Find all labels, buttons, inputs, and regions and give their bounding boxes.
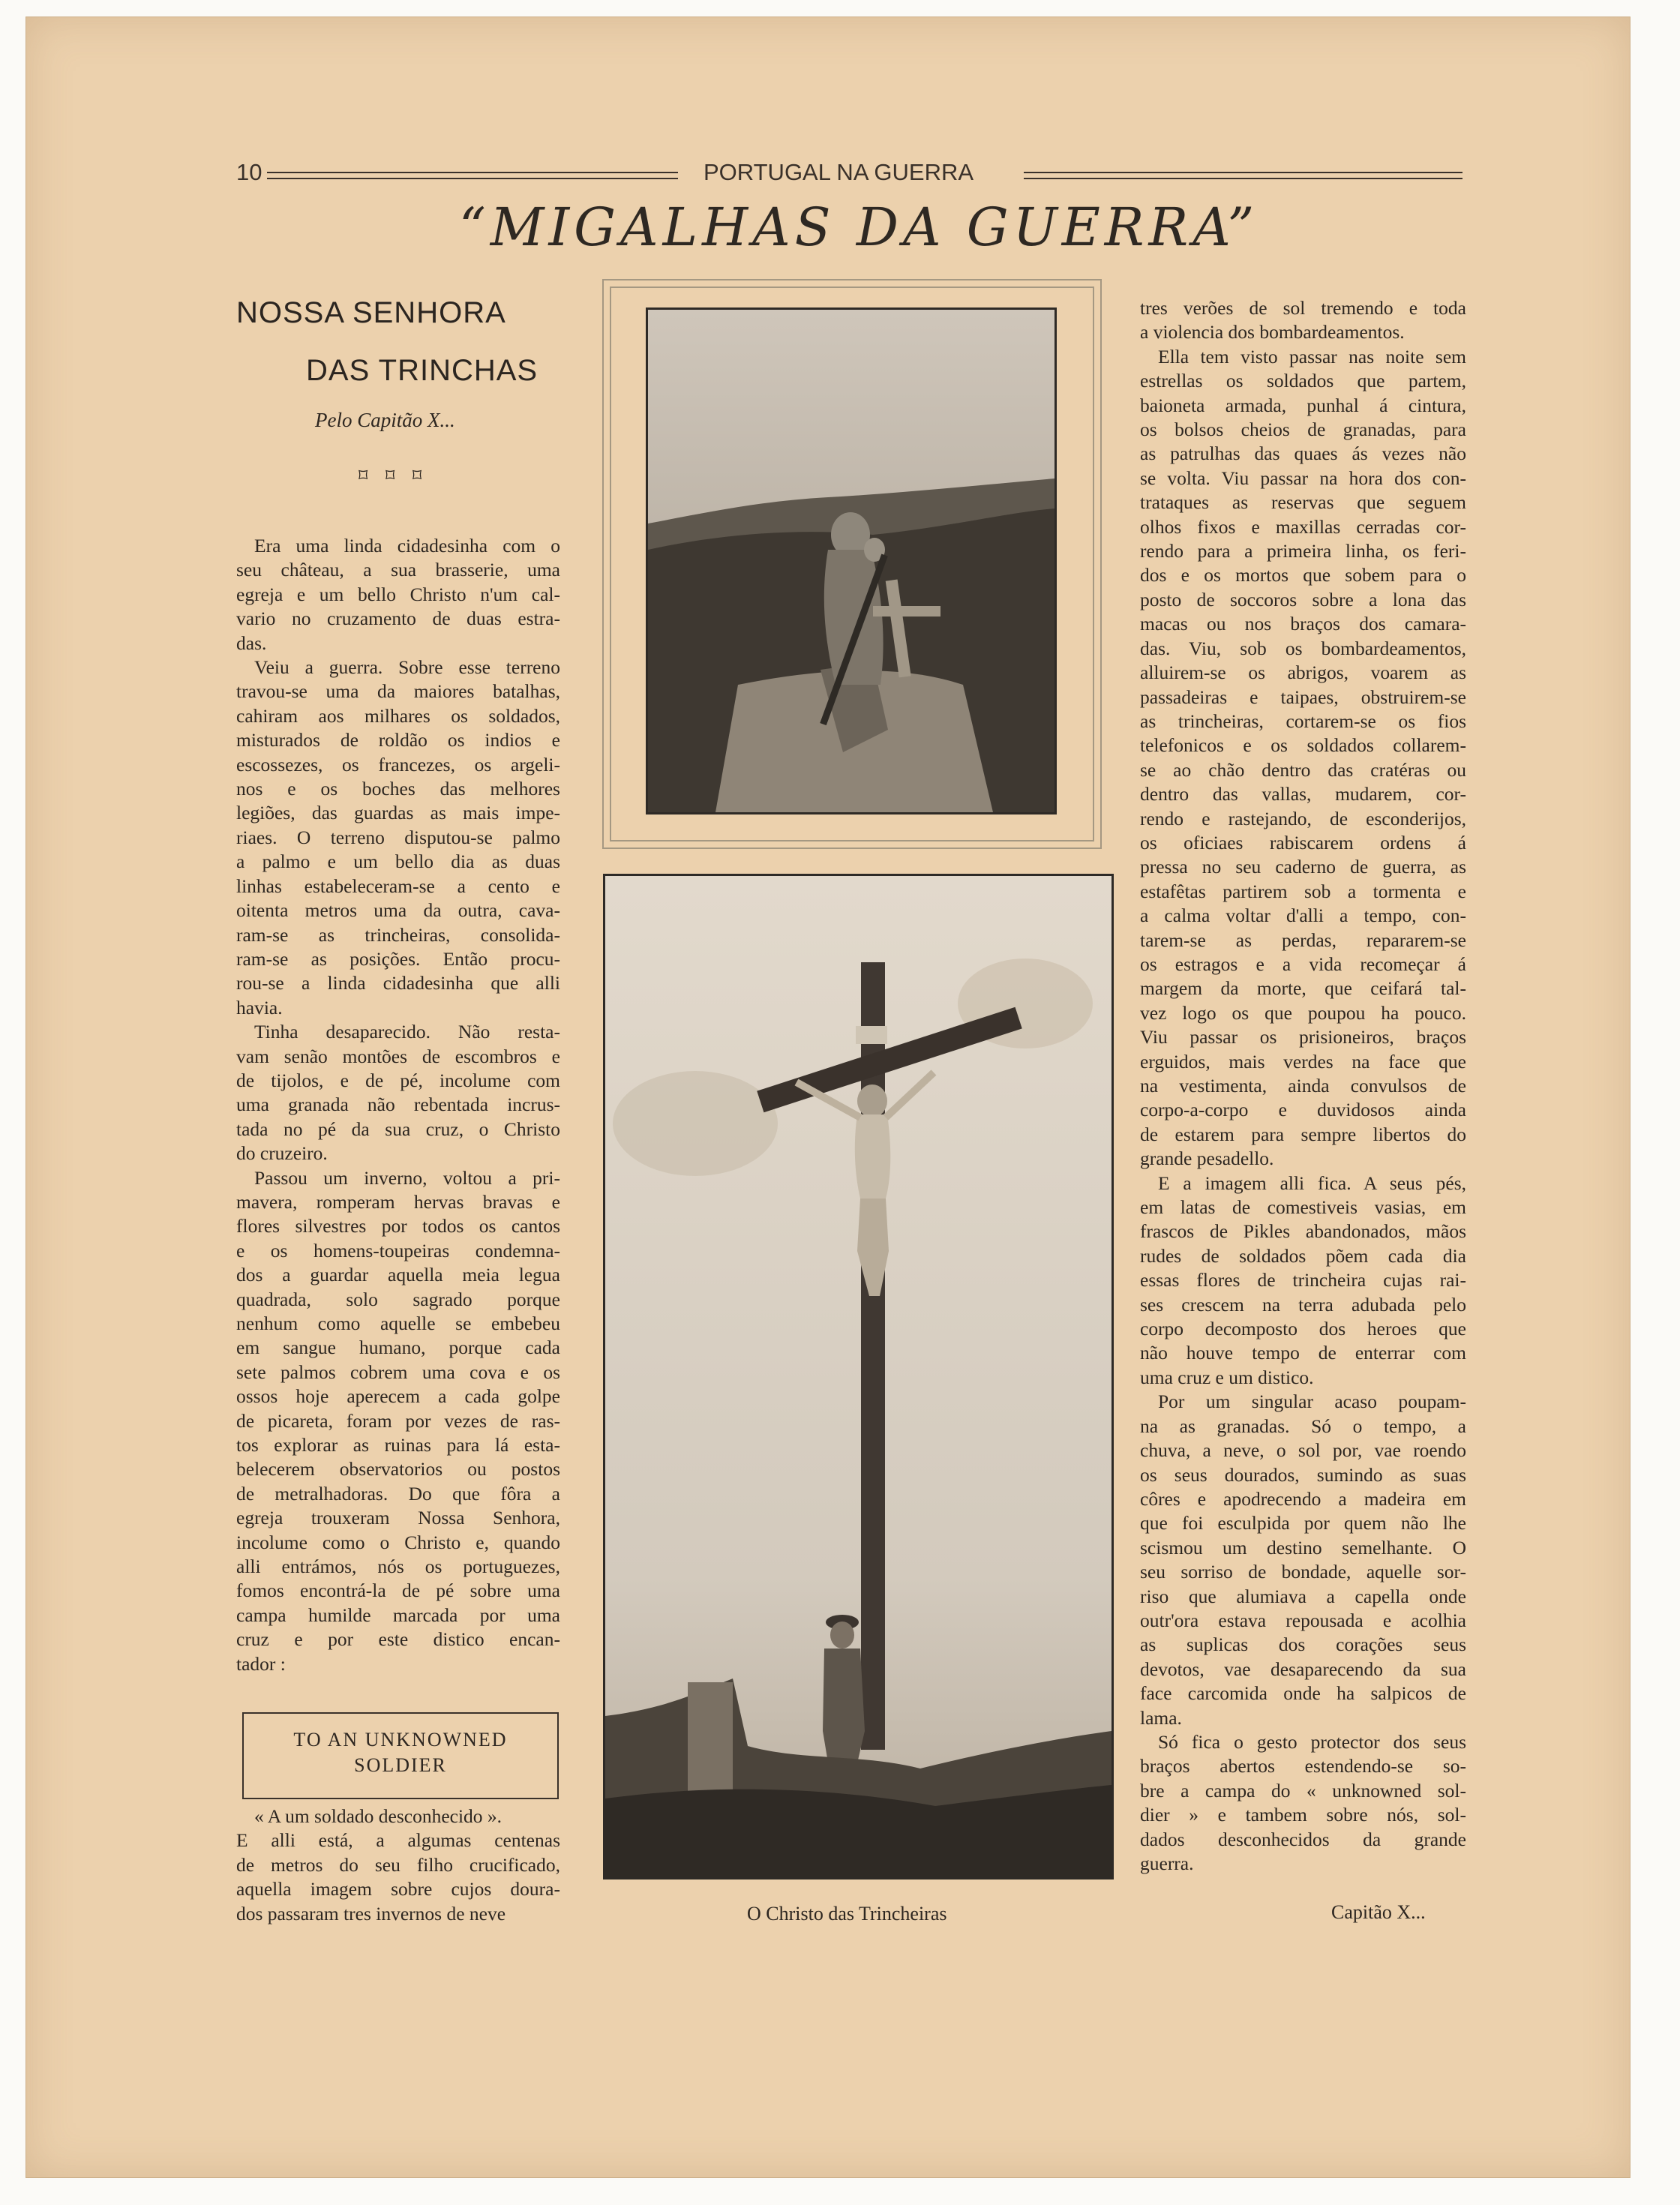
text-line: se volta. Viu passar na hora dos con- bbox=[1140, 466, 1466, 489]
text-line: Por um singular acaso poupam- bbox=[1158, 1390, 1466, 1413]
text-line: face carcomida onde ha salpicos de bbox=[1140, 1682, 1466, 1705]
text-line: tres verões de sol tremendo e toda bbox=[1140, 297, 1466, 319]
text-line: estafêtas partirem sob a tormenta e bbox=[1140, 880, 1466, 902]
text-line: tos explorar as ruinas para lá esta- bbox=[236, 1434, 560, 1456]
text-line: do cruzeiro. bbox=[236, 1142, 328, 1165]
text-line: egreja e um bello Christo n'um cal- bbox=[236, 583, 560, 605]
text-line: passadeiras e taipaes, obstruirem-se bbox=[1140, 686, 1466, 708]
text-line: Ella tem visto passar nas noite sem bbox=[1158, 345, 1466, 368]
text-line: vam senão montões de escombros e bbox=[236, 1045, 560, 1067]
text-line: quadrada, solo sagrado porque bbox=[236, 1288, 560, 1310]
text-line: campa humilde marcada por uma bbox=[236, 1604, 560, 1626]
text-line: Só fica o gesto protector dos seus bbox=[1158, 1730, 1466, 1753]
text-line: oitenta metros uma da outra, cava- bbox=[236, 899, 560, 922]
publication-name: PORTUGAL NA GUERRA bbox=[704, 159, 974, 185]
text-line: outr'ora estava repousada e acolhia bbox=[1140, 1609, 1466, 1631]
text-line: na as granadas. Só o tempo, a bbox=[1140, 1414, 1466, 1437]
text-line: vario no cruzamento de duas estra- bbox=[236, 608, 560, 630]
text-line: scismou um destino semelhante. O bbox=[1140, 1536, 1466, 1558]
text-line: fomos encontrá-la de pé sobre uma bbox=[236, 1580, 560, 1602]
text-line: E alli está, a algumas centenas bbox=[236, 1829, 560, 1852]
text-line: cahiram aos milhares os soldados, bbox=[236, 704, 560, 727]
text-line: nenhum como aquelle se embebeu bbox=[236, 1312, 560, 1334]
text-line: essas flores de trincheira cujas rai- bbox=[1140, 1269, 1466, 1292]
text-line: de metralhadoras. Do que fôra a bbox=[236, 1482, 560, 1504]
text-line: grande pesadello. bbox=[1140, 1148, 1274, 1170]
text-line: não houve tempo de enterrar com bbox=[1140, 1342, 1466, 1364]
text-line: posto de soccoros sobre a lona das bbox=[1140, 588, 1466, 610]
header-rule-right bbox=[1024, 172, 1462, 179]
text-line: Viu passar os prisioneiros, braços bbox=[1140, 1026, 1466, 1048]
text-line: legiões, das guardas as mais impe- bbox=[236, 802, 560, 824]
text-line: escossezes, os francezes, os argeli- bbox=[236, 753, 560, 776]
article-title-line2: DAS TRINCHAS bbox=[306, 354, 538, 387]
text-line: Veiu a guerra. Sobre esse terreno bbox=[254, 656, 560, 679]
text-line: de picareta, foram por vezes de ras- bbox=[236, 1409, 560, 1432]
text-line: chuva, a neve, o sol por, vae roendo bbox=[1140, 1439, 1466, 1462]
text-line: guerra. bbox=[1140, 1852, 1194, 1874]
column-left-continued bbox=[236, 1804, 560, 1926]
text-line: baioneta armada, punhal á cintura, bbox=[1140, 394, 1466, 416]
header-rule-left bbox=[267, 172, 678, 179]
photo-virgin-statue bbox=[646, 308, 1057, 814]
text-line: e os homens-toupeiras condemna- bbox=[236, 1239, 560, 1262]
text-line: a violencia dos bombardeamentos. bbox=[1140, 321, 1405, 344]
photo-christ-of-trenches bbox=[603, 874, 1114, 1880]
column-left bbox=[236, 534, 560, 1676]
text-line: ses crescem na terra adubada pelo bbox=[1140, 1293, 1466, 1316]
text-line: alli entrámos, nós os portuguezes, bbox=[236, 1556, 560, 1578]
text-line: tarem-se as perdas, repararem-se bbox=[1140, 928, 1466, 951]
text-line: das. Viu, sob os bombardeamentos, bbox=[1140, 637, 1466, 659]
article-title-line1: NOSSA SENHORA bbox=[236, 296, 506, 329]
text-line: lama. bbox=[1140, 1706, 1182, 1729]
ornament: ⌑ ⌑ ⌑ bbox=[358, 465, 428, 486]
text-line: na vestimenta, ainda convulsos de bbox=[1140, 1075, 1466, 1096]
text-line: côres e apodrecendo a madeira em bbox=[1140, 1487, 1466, 1510]
text-line: as patrulhas das quaes ás vezes não bbox=[1140, 442, 1466, 465]
text-line: tador : bbox=[236, 1652, 286, 1675]
statue-photo-image bbox=[648, 310, 1054, 812]
text-line: vez logo os que poupou ha pouco. bbox=[1140, 1001, 1466, 1024]
text-line: trataques as reservas que seguem bbox=[1140, 491, 1466, 514]
text-line: corpo decomposto dos heroes que bbox=[1140, 1318, 1466, 1340]
text-line: os estragos e a vida recomeçar á bbox=[1140, 952, 1466, 975]
text-line: pressa no seu caderno de guerra, as bbox=[1140, 856, 1466, 878]
text-line: uma granada não rebentada incrus- bbox=[236, 1094, 560, 1116]
text-line: E a imagem alli fica. A seus pés, bbox=[1158, 1172, 1466, 1194]
text-line: « A um soldado desconhecido ». bbox=[254, 1805, 502, 1827]
text-line: dentro das vallas, mudarem, cor- bbox=[1140, 783, 1466, 806]
text-line: rendo para a primeira linha, os feri- bbox=[1140, 540, 1466, 562]
text-line: ram-se as trincheiras, consolida- bbox=[236, 923, 560, 946]
text-line: riso que alumiava a capella onde bbox=[1140, 1585, 1466, 1607]
text-line: ossos hoje aperecem a cada golpe bbox=[236, 1385, 560, 1408]
text-line: corpo-a-corpo e duvidosos ainda bbox=[1140, 1099, 1466, 1121]
byline: Pelo Capitão X... bbox=[315, 409, 455, 431]
text-line: de metros do seu filho crucificado, bbox=[236, 1853, 560, 1876]
text-line: dos e os mortos que sobem para o bbox=[1140, 564, 1466, 586]
text-line: de tijolos, e de pé, incolume com bbox=[236, 1069, 560, 1091]
text-line: Era uma linda cidadesinha com o bbox=[254, 535, 560, 556]
text-line: rou-se a linda cidadesinha que alli bbox=[236, 972, 560, 994]
text-line: dos passaram tres invernos de neve bbox=[236, 1902, 506, 1924]
crucifix-photo-image bbox=[605, 876, 1112, 1877]
text-line: braços abertos estendendo-se so- bbox=[1140, 1755, 1466, 1778]
text-line: Tinha desaparecido. Não resta- bbox=[254, 1021, 560, 1043]
text-line: rudes de soldados põem cada dia bbox=[1140, 1244, 1466, 1267]
text-line: alluirem-se os abrigos, voarem as bbox=[1140, 662, 1466, 684]
text-line: de estarem para sempre libertos do bbox=[1140, 1123, 1466, 1145]
text-line: das. bbox=[236, 632, 267, 654]
text-line: a calma voltar d'alli a tempo, con- bbox=[1140, 904, 1466, 927]
text-line: mavera, romperam hervas bravas e bbox=[236, 1190, 560, 1213]
photo-caption: O Christo das Trincheiras bbox=[747, 1903, 947, 1924]
text-line: Passou um inverno, voltou a pri- bbox=[254, 1166, 560, 1189]
text-line: nos e os boches das melhores bbox=[236, 778, 560, 800]
text-line: em latas de comestiveis vasias, em bbox=[1140, 1196, 1466, 1219]
text-line: se ao chão dentro das cratéras ou bbox=[1140, 758, 1466, 781]
text-line: incolume como o Christo e, quando bbox=[236, 1531, 560, 1553]
text-line: telefonicos e os soldados collarem- bbox=[1140, 734, 1466, 757]
page-number: 10 bbox=[236, 159, 262, 185]
signature: Capitão X... bbox=[1331, 1901, 1426, 1923]
text-line: travou-se uma da maiores batalhas, bbox=[236, 680, 560, 703]
text-line: uma cruz e um distico. bbox=[1140, 1366, 1314, 1388]
text-line: macas ou nos braços dos camara- bbox=[1140, 613, 1466, 635]
text-line: os oficiaes rabiscarem ordens á bbox=[1140, 831, 1466, 854]
text-line: aquella imagem sobre cujos doura- bbox=[236, 1878, 560, 1900]
text-line: dier » e tambem sobre nós, sol- bbox=[1140, 1804, 1466, 1826]
text-line: estrellas os soldados que partem, bbox=[1140, 370, 1466, 392]
text-line: belecerem observatorios ou postos bbox=[236, 1458, 560, 1480]
inscription-line1: TO AN UNKNOWNED bbox=[293, 1729, 508, 1750]
text-line: devotos, vae desaparecendo da sua bbox=[1140, 1658, 1466, 1680]
text-line: seu château, a sua brasserie, uma bbox=[236, 559, 560, 581]
text-line: tada no pé da sua cruz, o Christo bbox=[236, 1118, 560, 1140]
section-title: “MIGALHAS DA GUERRA” bbox=[459, 196, 1259, 258]
text-line: riaes. O terreno disputou-se palmo bbox=[236, 826, 560, 848]
text-line: ram-se as posições. Então procu- bbox=[236, 947, 560, 970]
text-line: seu sorriso de bondade, aquelle sor- bbox=[1140, 1561, 1466, 1583]
inscription-box bbox=[242, 1712, 559, 1799]
text-line: misturados de roldão os indios e bbox=[236, 729, 560, 752]
inscription-line2: SOLDIER bbox=[354, 1754, 447, 1776]
text-line: erguidos, mais verdes na face que bbox=[1140, 1050, 1466, 1072]
text-line: que foi esculpida por quem não lhe bbox=[1140, 1512, 1466, 1534]
text-line: rendo e rastejando, de esconderijos, bbox=[1140, 807, 1466, 830]
text-line: havia. bbox=[236, 996, 283, 1018]
text-line: bre a campa do « unknowned sol- bbox=[1140, 1779, 1466, 1802]
text-line: flores silvestres por todos os cantos bbox=[236, 1215, 560, 1238]
text-line: linhas estabeleceram-se a cento e bbox=[236, 874, 560, 897]
text-line: frascos de Pikles abandonados, mãos bbox=[1140, 1220, 1466, 1243]
text-line: dos a guardar aquella meia legua bbox=[236, 1264, 560, 1286]
text-line: a palmo e um bello dia as duas bbox=[236, 850, 560, 873]
text-line: os bolsos cheios de granadas, para bbox=[1140, 418, 1466, 441]
text-line: sete palmos cobrem uma cova e os bbox=[236, 1360, 560, 1383]
text-line: em sangue humano, porque cada bbox=[236, 1336, 560, 1359]
text-line: os seus dourados, sumindo as suas bbox=[1140, 1463, 1466, 1486]
text-line: olhos fixos e maxillas cerradas cor- bbox=[1140, 515, 1466, 538]
text-line: as suplicas dos corações seus bbox=[1140, 1634, 1466, 1656]
text-line: egreja trouxeram Nossa Senhora, bbox=[236, 1507, 560, 1529]
text-line: margem da morte, que ceifará tal- bbox=[1140, 977, 1466, 1000]
column-right bbox=[1140, 296, 1466, 1876]
text-line: as trincheiras, cortarem-se os fios bbox=[1140, 710, 1466, 732]
text-line: cruz e por este distico encan- bbox=[236, 1628, 560, 1651]
text-line: dados desconhecidos da grande bbox=[1140, 1828, 1466, 1850]
